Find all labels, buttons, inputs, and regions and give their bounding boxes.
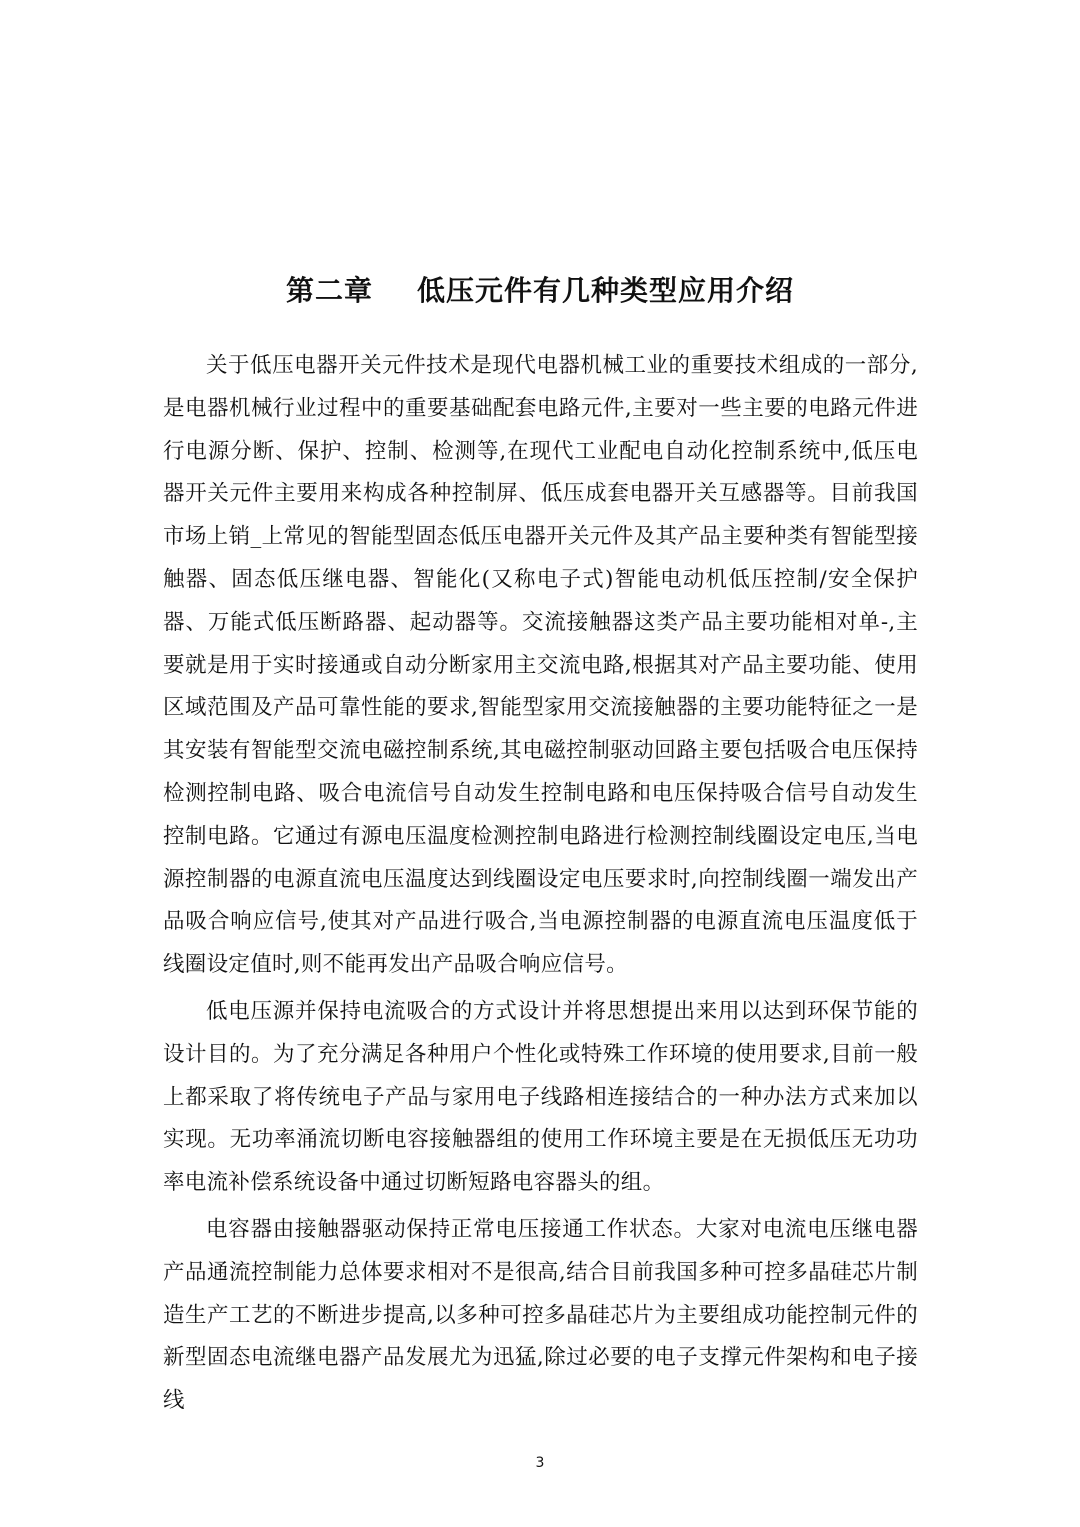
- paragraph-3: 电容器由接触器驱动保持正常电压接通工作状态。大家对电流电压继电器产品通流控制能力总体要求相对不是很高,结合目前我国多种可控多晶硅芯片制造生产工艺的不断进步提高,以多种可控多晶硅芯片为主要组成功能控制元件的新型固态电流继电器产品发展尤为迅猛,除过必要的电子支撑元件架构和电子接线: [163, 1216, 918, 1414]
- paragraph-2: 低电压源并保持电流吸合的方式设计并将思想提出来用以达到环保节能的设计目的。为了充分满足各种用户个性化或特殊工作环境的使用要求,目前一般上都采取了将传统电子产品与家用电子线路相连接结合的一种办法方式来加以实现。无功率涌流切断电容接触器组的使用工作环境主要是在无损低压无功功率电流补偿系统设备中通过切断短路电容器头的组。: [163, 998, 918, 1196]
- page-number: 3: [535, 1455, 545, 1471]
- body-text: [163, 345, 918, 1427]
- paragraph-1: 关于低压电器开关元件技术是现代电器机械工业的重要技术组成的一部分,是电器机械行业过程中的重要基础配套电路元件,主要对一些主要的电路元件进行电源分断、保护、控制、检测等,在现代工业配电自动化控制系统中,低压电器开关元件主要用来构成各种控制屏、低压成套电器开关互感器等。目前我国市场上销_上常见的智能型固态低压电器开关元件及其产品主要种类有智能型接触器、固态低压继电器、智能化(又称电子式)智能电动机低压控制/安全保护器、万能式低压断路器、起动器等。交流接触器这类产品主要功能相对单-,主要就是用于实时接通或自动分断家用主交流电路,根据其对产品主要功能、使用区域范围及产品可靠性能的要求,智能型家用交流接触器的主要功能特征之一是其安装有智能型交流电磁控制系统,其电磁控制驱动回路主要包括吸合电压保持检测控制电路、吸合电流信号自动发生控制电路和电压保持吸合信号自动发生控制电路。它通过有源电压温度检测控制电路进行检测控制线圈设定电压,当电源控制器的电源直流电压温度达到线圈设定电压要求时,向控制线圈一端发出产品吸合响应信号,使其对产品进行吸合,当电源控制器的电源直流电压温度低于线圈设定值时,则不能再发出产品吸合响应信号。: [163, 353, 918, 978]
- chapter-title: [0, 271, 1080, 311]
- chapter-title-text: 低压元件有几种类型应用介绍: [417, 273, 795, 307]
- chapter-number: 第二章: [285, 273, 373, 307]
